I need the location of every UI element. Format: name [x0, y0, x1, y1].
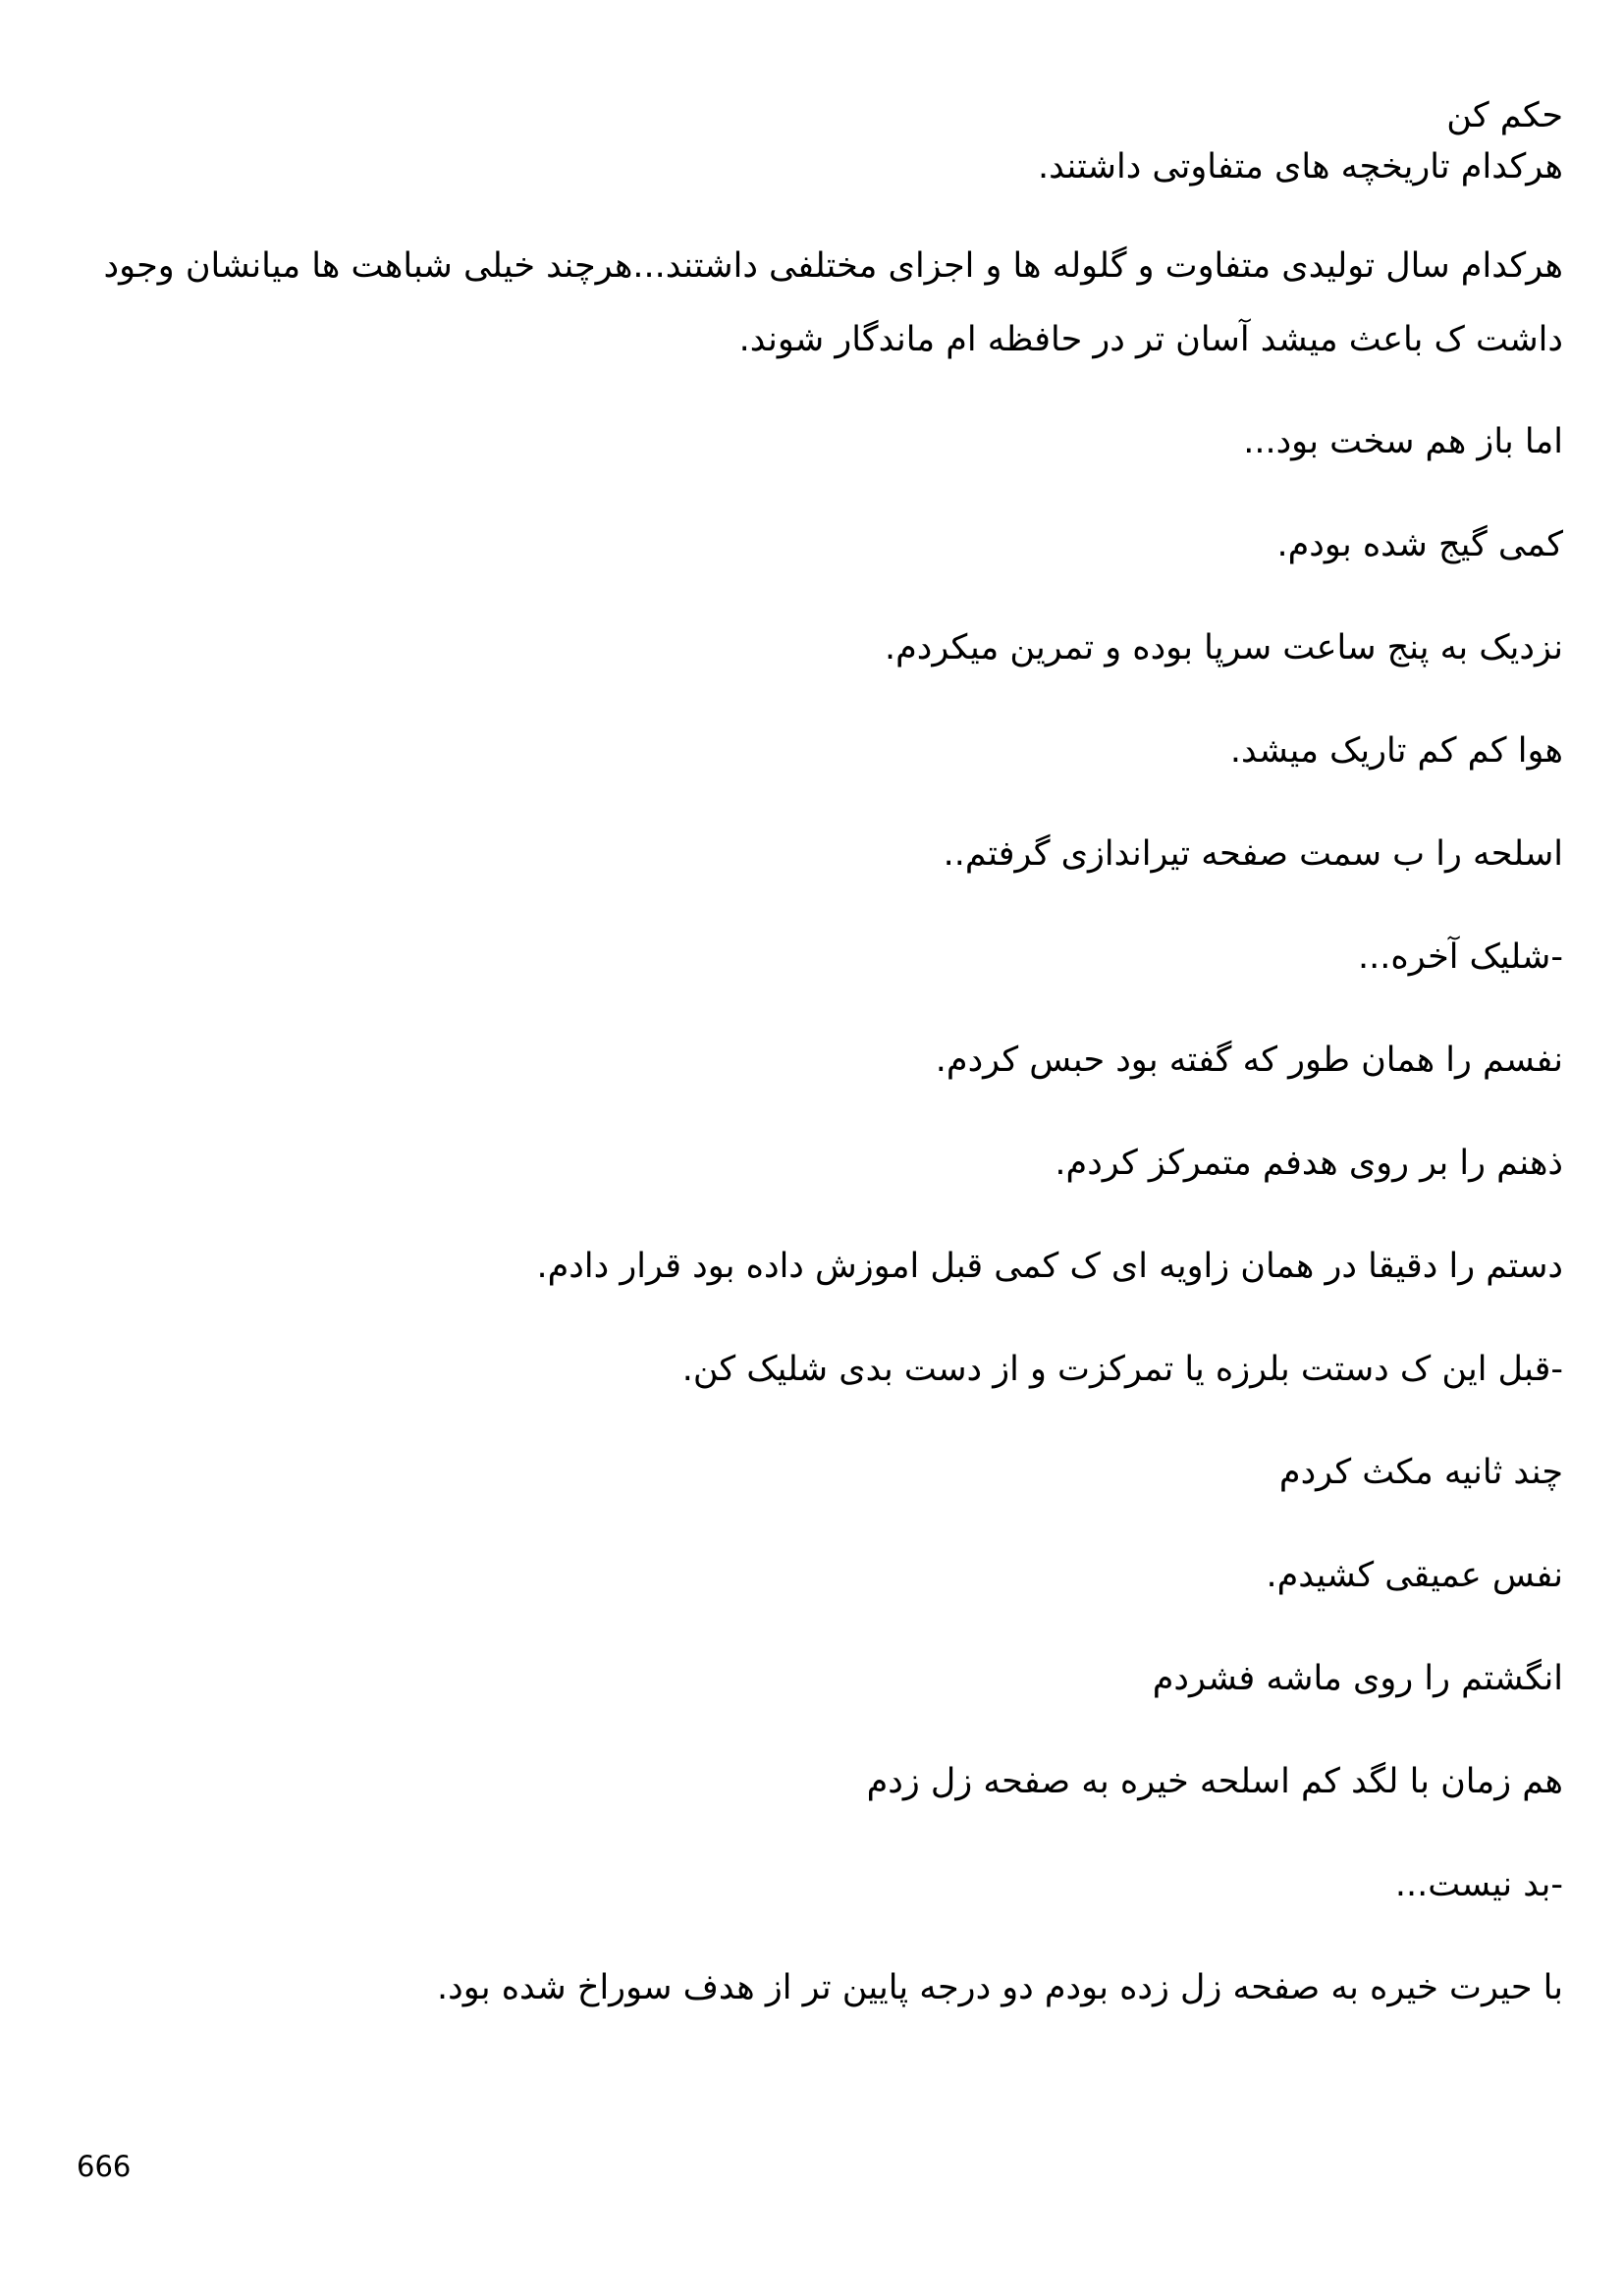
paragraph-14: چند ثانیه مکث کردم: [1278, 1453, 1563, 1492]
paragraph-11: ذهنم را بر روی هدفم متمرکز کردم.: [1055, 1144, 1563, 1183]
page-number: 666: [77, 2150, 132, 2183]
paragraph-13: -قبل این ک دستت بلرزه یا تمرکزت و از دست بدی شلیک کن.: [681, 1350, 1563, 1389]
body-text: [79, 90, 1563, 2065]
paragraph-9: -شلیک آخره...: [1358, 937, 1563, 977]
paragraph-15: نفس عمیقی کشیدم.: [1266, 1556, 1563, 1595]
paragraph-5: کمی گیج شده بودم.: [1276, 525, 1563, 564]
paragraph-3: هرکدام سال تولیدی متفاوت و گلوله ها و اجزای مختلفی داشتند...هرچند خیلی شباهت ها میانشان وجود داشت ک باعث میشد آسان تر در حافظه ام ماندگار شوند.: [103, 246, 1563, 359]
paragraph-10: نفسم را همان طور که گفته بود حبس کردم.: [935, 1041, 1563, 1080]
paragraph-4: اما باز هم سخت بود...: [1243, 422, 1563, 461]
paragraph-19: با حیرت خیره به صفحه زل زده بودم دو درجه پایین تر از هدف سوراخ شده بود.: [437, 1968, 1563, 2007]
paragraph-1: حکم کن: [1446, 96, 1563, 135]
paragraph-17: هم زمان با لگد کم اسلحه خیره به صفحه زل زدم: [866, 1762, 1563, 1801]
paragraph-6: نزدیک به پنج ساعت سرپا بوده و تمرین میکردم.: [884, 628, 1563, 667]
paragraph-18: -بد نیست...: [1394, 1865, 1563, 1904]
paragraph-16: انگشتم را روی ماشه فشردم: [1152, 1659, 1563, 1698]
paragraph-7: هوا کم کم تاریک میشد.: [1229, 731, 1563, 771]
paragraph-8: اسلحه را ب سمت صفحه تیراندازی گرفتم..: [943, 834, 1563, 874]
paragraph-12: دستم را دقیقا در همان زاویه ای ک کمی قبل اموزش داده بود قرار دادم.: [536, 1247, 1563, 1286]
paragraph-2: هرکدام تاریخچه های متفاوتی داشتند.: [1038, 147, 1563, 187]
